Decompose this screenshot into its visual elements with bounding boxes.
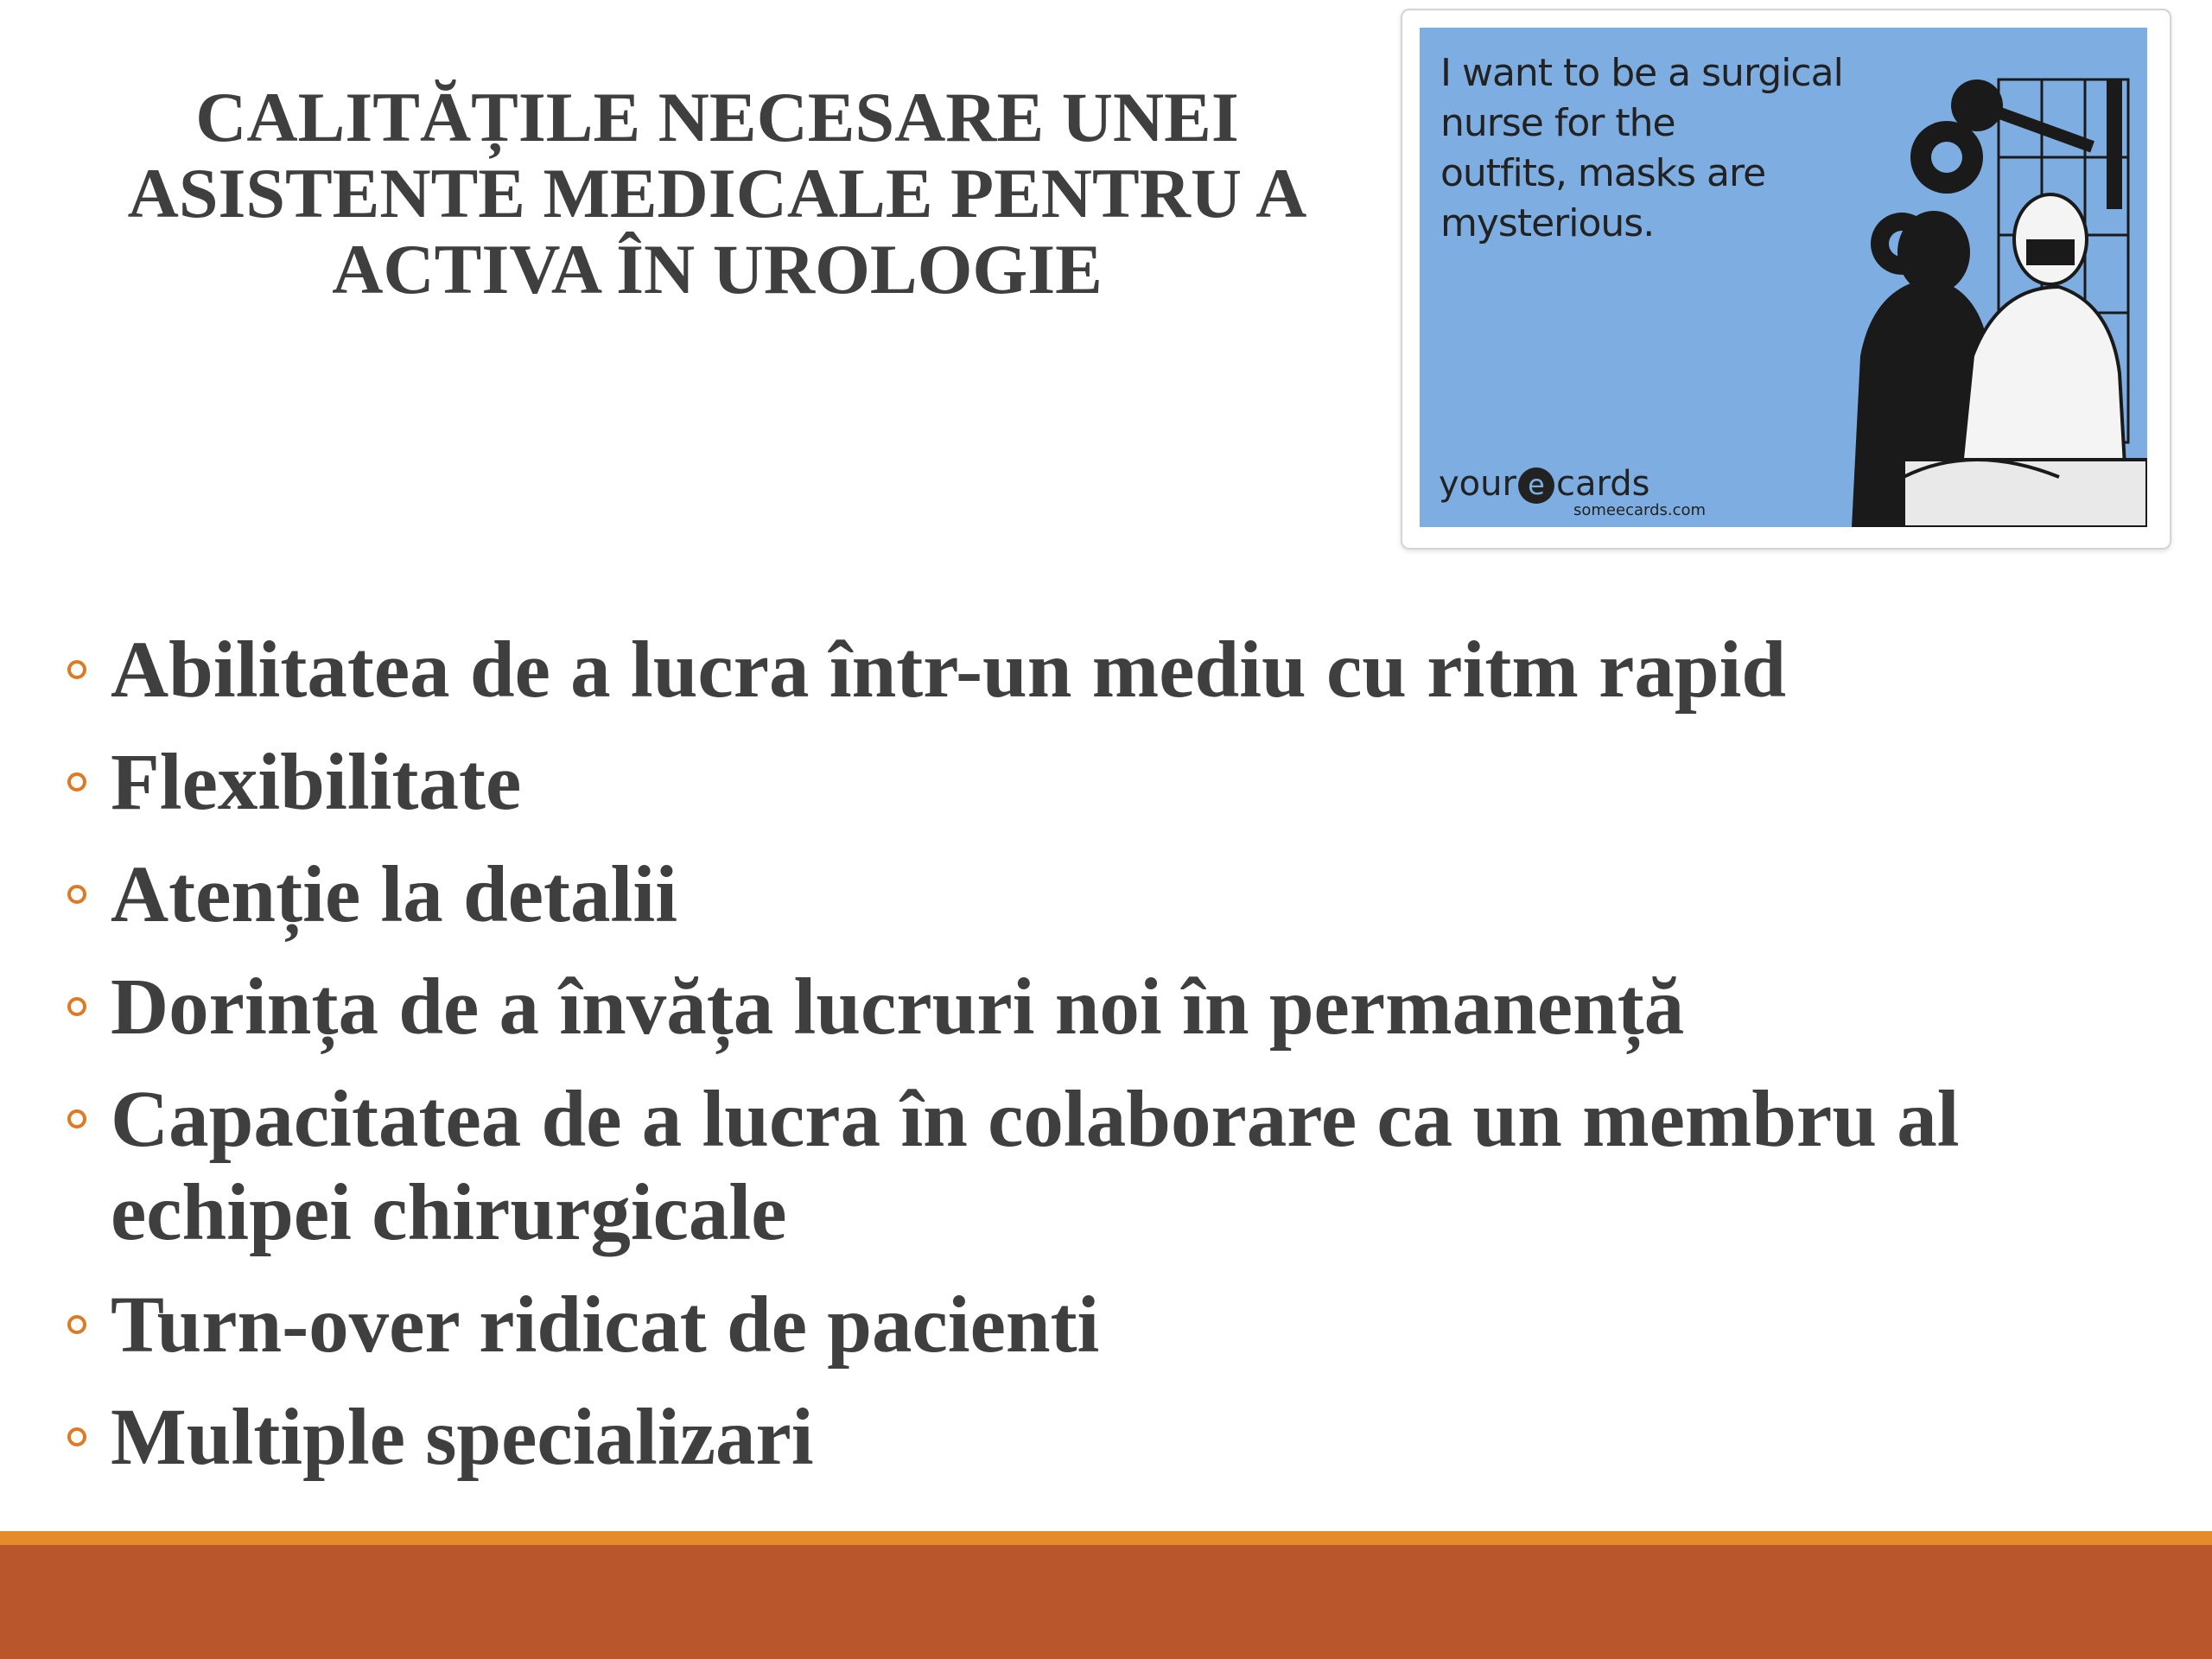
bullet-list — [62, 624, 2171, 1503]
title-line: CALITĂȚILE NECESARE UNEI — [195, 78, 1239, 156]
bullet-circle-icon — [67, 1315, 86, 1334]
logo-text: cards — [1555, 464, 1650, 504]
bullet-item — [62, 961, 2171, 1054]
footer-band — [0, 1545, 2212, 1659]
bullet-item — [62, 736, 2171, 830]
bullet-text: Atenție la detalii — [111, 850, 678, 939]
bullet-text: Dorința de a învăța lucruri noi în permanență — [111, 963, 1685, 1052]
ecard-caption-line: mysterious. — [1440, 201, 1655, 245]
bullet-item — [62, 624, 2171, 717]
bullet-circle-icon — [67, 772, 86, 791]
logo-url: someecards.com — [1573, 501, 1707, 519]
footer-accent-line — [0, 1531, 2212, 1545]
bullet-circle-icon — [67, 885, 86, 904]
bullet-text: Turn-over ridicat de pacienti — [111, 1281, 1100, 1370]
bullet-item — [62, 1073, 2171, 1260]
someecards-logo — [1439, 464, 1649, 504]
bullet-item — [62, 1391, 2171, 1484]
bullet-item — [62, 1279, 2171, 1372]
ecard-caption — [1440, 48, 1847, 249]
bullet-circle-icon — [67, 660, 86, 679]
title-line: ASISTENTE MEDICALE PENTRU A — [127, 154, 1307, 232]
bullet-circle-icon — [67, 997, 86, 1016]
logo-text: your — [1439, 464, 1516, 504]
logo-e-badge: e — [1518, 467, 1554, 504]
title-line: ACTIVA ÎN UROLOGIE — [332, 230, 1103, 308]
ecard-caption-line: nurse for the — [1440, 101, 1675, 145]
ecard-caption-line: I want to be a surgical — [1440, 51, 1843, 95]
surgeons-illustration — [1800, 28, 2147, 527]
bullet-circle-icon — [67, 1427, 86, 1446]
bullet-text: Capacitatea de a lucra în colaborare ca un membru al echipei chirurgicale — [111, 1075, 1960, 1257]
bullet-item — [62, 849, 2171, 942]
bullet-circle-icon — [67, 1109, 86, 1128]
bullet-text: Abilitatea de a lucra într-un mediu cu ritm rapid — [111, 626, 1787, 715]
ecard-image — [1420, 28, 2147, 527]
slide-title — [95, 79, 1339, 308]
ecard-caption-line: outfits, masks are — [1440, 151, 1766, 195]
bullet-text: Flexibilitate — [111, 738, 522, 827]
bullet-text: Multiple specializari — [111, 1393, 814, 1482]
